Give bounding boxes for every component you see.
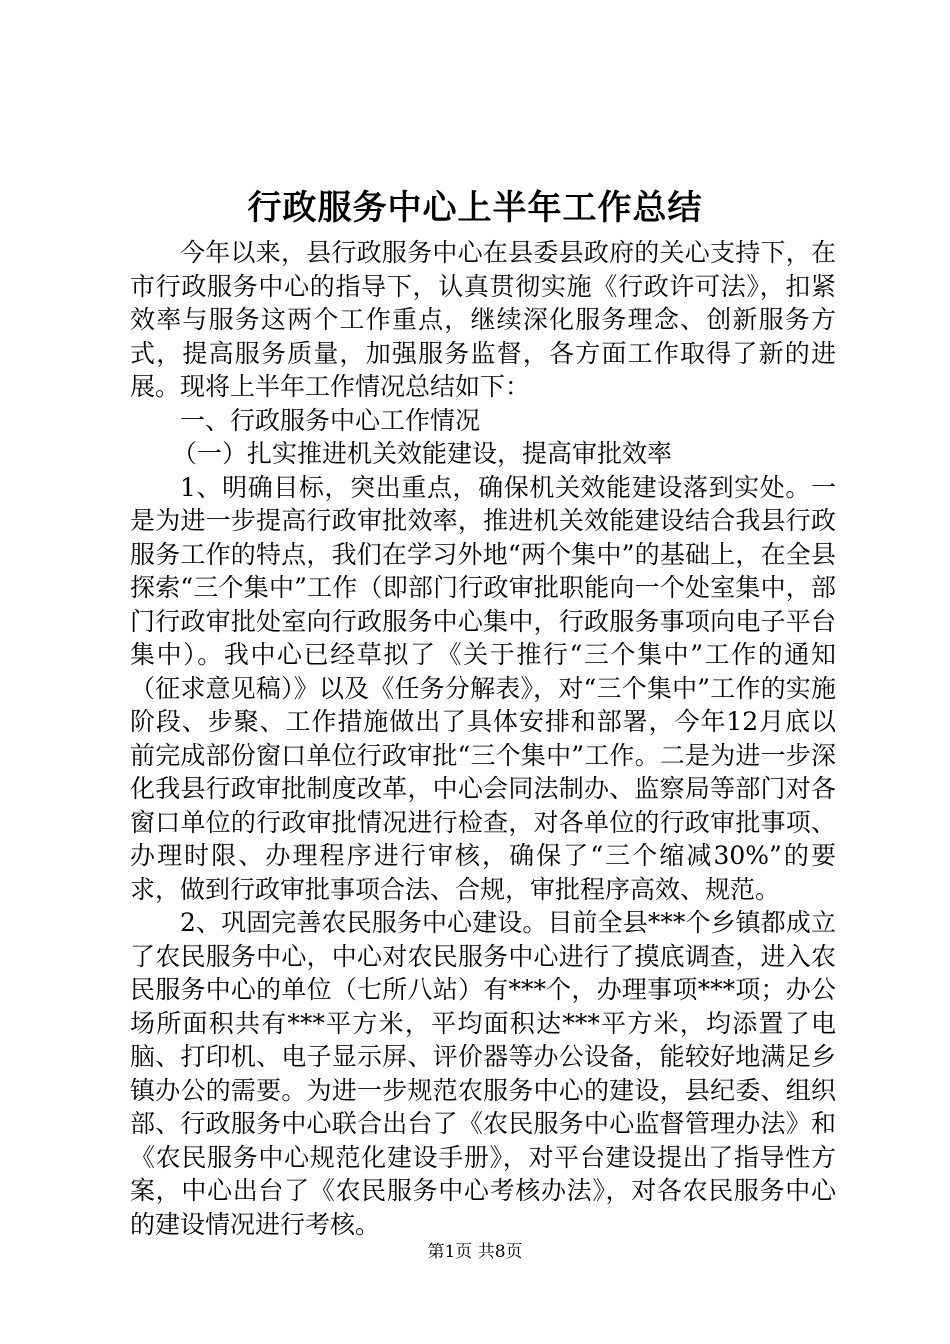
document-title: 行政服务中心上半年工作总结 [247,188,703,228]
section-heading: 一、行政服务中心工作情况 [180,405,481,435]
page-number-footer: 第1页 共8页 [427,1242,523,1262]
paragraph-item-2: 2、巩固完善农民服务中心建设。目前全县***个乡镇都成立了农民服务中心，中心对农民服务中心进行了摸底调查，进入农民服务中心的单位（七所八站）有***个，办理事项***项；办公场所面积共有***平方米，平均面积达***平方米，均添置了电脑、打印机、电子显示屏、评价器等办公设备，能较好地满足乡镇办公的需要。为进一步规范农服务中心的建设，县纪委、组织部、行政服务中心联合出台了《农民服务中心监督管理办法》和《农民服务中心规范化建设手册》，对平台建设提出了指导性方案，中心出台了《农民服务中心考核办法》，对各农民服务中心的建设情况进行考核。 [130,908,836,1239]
subsection-heading: （一）扎实推进机关效能建设，提高审批效率 [172,439,673,468]
document-body [130,236,836,1241]
paragraph-item-1: 1、明确目标，突出重点，确保机关效能建设落到实处。一是为进一步提高行政审批效率，推进机关效能建设结合我县行政服务工作的特点，我们在学习外地“两个集中”的基础上，在全县探索“三个集中”工作（即部门行政审批职能向一个处室集中，部门行政审批处室向行政服务中心集中，行政服务事项向电子平台集中）。我中心已经草拟了《关于推行“三个集中”工作的通知（征求意见稿）》以及《任务分解表》，对“三个集中”工作的实施阶段、步聚、工作措施做出了具体安排和部署，今年12月底以前完成部份窗口单位行政审批“三个集中”工作。二是为进一步深化我县行政审批制度改革，中心会同法制办、监察局等部门对各窗口单位的行政审批情况进行检查，对各单位的行政审批事项、办理时限、办理程序进行审核，确保了“三个缩减30%”的要求，做到行政审批事项合法、合规，审批程序高效、规范。 [130,472,836,904]
paragraph-intro: 今年以来，县行政服务中心在县委县政府的关心支持下，在市行政服务中心的指导下，认真贯彻实施《行政许可法》，扣紧效率与服务这两个工作重点，继续深化服务理念、创新服务方式，提高服务质量，加强服务监督，各方面工作取得了新的进展。现将上半年工作情况总结如下： [130,238,836,401]
